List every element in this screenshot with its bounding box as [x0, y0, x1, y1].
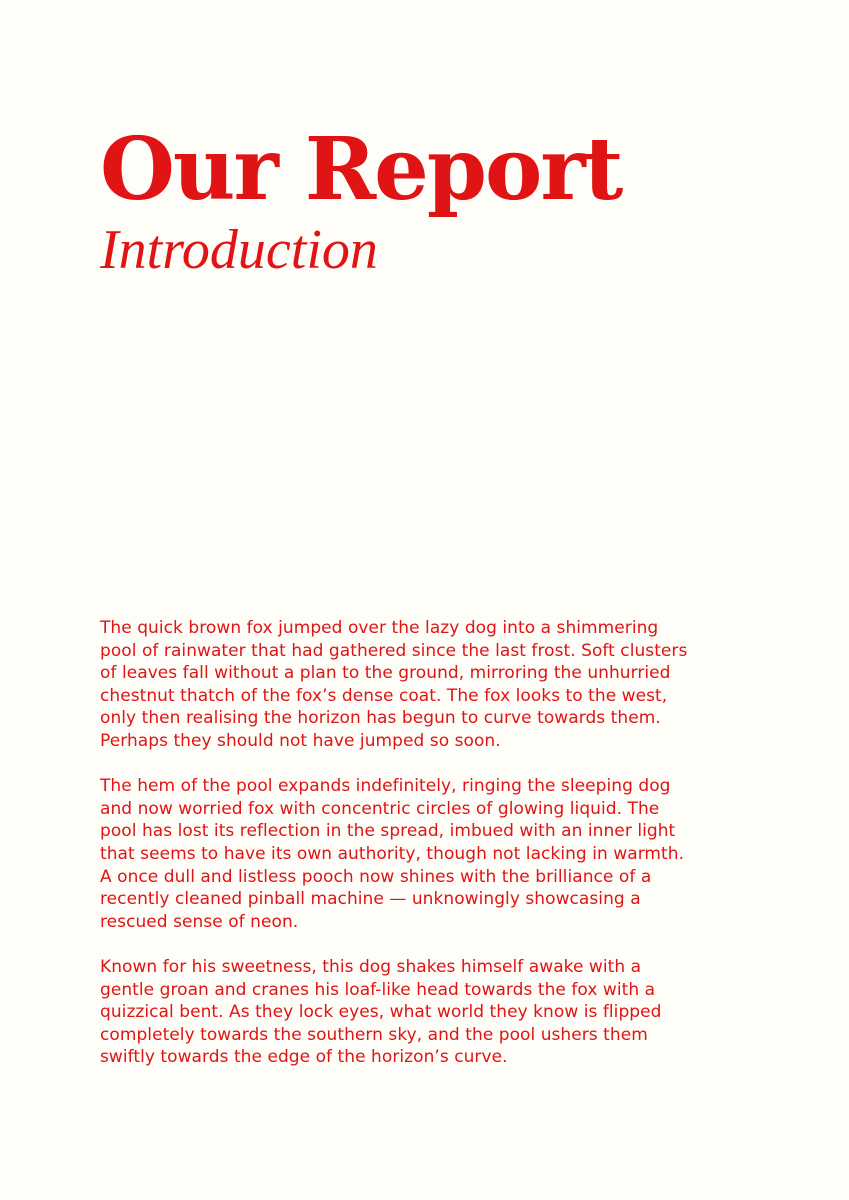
page-title: Our Report	[100, 119, 622, 220]
paragraph: The hem of the pool expands indefinitely, ringing the sleeping dog and now worried fox with concentric circles of glowing liquid. The pool has lost its reflection in the spread, imbued with an inner light that seems to have its own authority, though not lacking in warmth. A once dull and listless pooch now shines with the brilliance of a recently cleaned pinball machine — unknowingly showcasing a rescued sense of neon.	[100, 776, 685, 932]
body-text	[100, 617, 700, 1069]
paragraph: Known for his sweetness, this dog shakes himself awake with a gentle groan and cranes his loaf-like head towards the fox with a quizzical bent. As they lock eyes, what world they know is flipped completely towards the southern sky, and the pool ushers them swiftly towards the edge of the horizon’s curve.	[100, 956, 662, 1068]
paragraph: The quick brown fox jumped over the lazy dog into a shimmering pool of rainwater that had gathered since the last frost. Soft clusters of leaves fall without a plan to the ground, mirroring the unhurried chestnut thatch of the fox’s dense coat. The fox looks to the west, only then realising the horizon has begun to curve towards them. Perhaps they should not have jumped so soon.	[100, 618, 688, 751]
page-subtitle: Introduction	[100, 219, 378, 281]
